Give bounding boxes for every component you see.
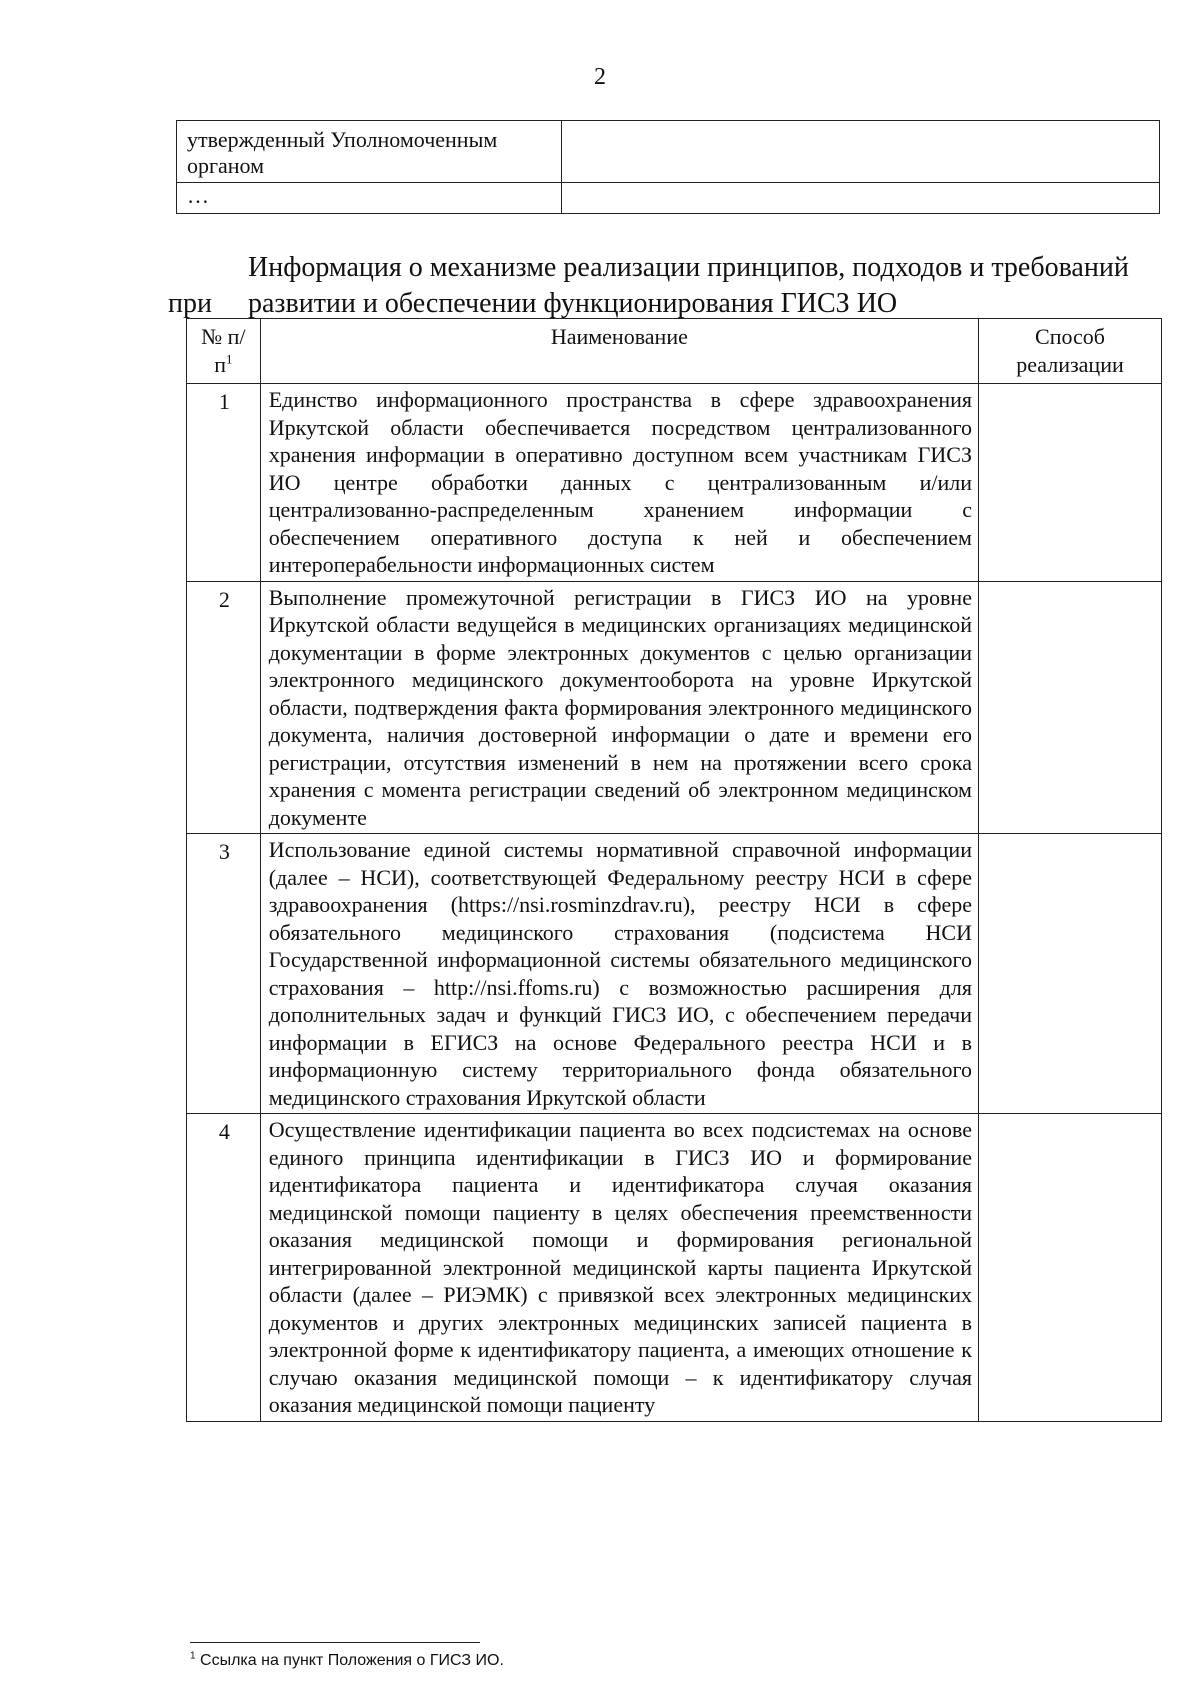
heading-line-2-text: развитии и обеспечении функционирования ГИСЗ ИО (248, 288, 898, 319)
heading-prefix: при (168, 288, 212, 319)
heading-line-1: Информация о механизме реализации принципов, подходов и требований (248, 252, 1129, 283)
top-table-row (177, 121, 1160, 183)
header-num (187, 319, 261, 384)
row-name: Использование единой системы нормативной справочной информации (далее – НСИ), соответствующей Федеральному реестру НСИ в сфере здравоохранения (https://nsi.rosminzdrav.ru), реестру НСИ в сфере обязательного медицинского страхования (подсистема НСИ Государственной информационной системы обязательного медицинского страхования – http://nsi.ffoms.ru) с возможностью расширения для дополнительных задач и функций ГИСЗ ИО, с обеспечением передачи информации в ЕГИСЗ на основе Федерального реестра НСИ и в информационную систему территориального фонда обязательного медицинского страхования Иркутской области (260, 834, 978, 1114)
top-table-cell: … (177, 183, 562, 214)
footnote (190, 1652, 504, 1670)
top-table (176, 120, 1160, 214)
row-way (978, 834, 1161, 1114)
top-table-cell (562, 183, 1160, 214)
footnote-ref: 1 (226, 351, 233, 367)
top-table-cell (562, 121, 1160, 183)
row-way (978, 581, 1161, 834)
footnote-marker: 1 (190, 1650, 196, 1662)
table-header-row (187, 319, 1162, 384)
top-table-row (177, 183, 1160, 214)
row-num: 4 (187, 1114, 261, 1422)
principles-table (186, 318, 1162, 1422)
top-table-cell: утвержденный Уполномоченным органом (177, 121, 562, 183)
heading-line-2 (168, 286, 1164, 322)
footnote-text: Ссылка на пункт Положения о ГИСЗ ИО. (200, 1652, 504, 1669)
header-num-label: № п/п (201, 324, 246, 377)
section-heading (168, 250, 1164, 322)
header-way: Способ реализации (978, 319, 1161, 384)
row-name: Выполнение промежуточной регистрации в ГИСЗ ИО на уровне Иркутской области ведущейся в медицинских организациях медицинской документации в форме электронных документов с целью организации электронного медицинского документооборота на уровне Иркутской области, подтверждения факта формирования электронного медицинского документа, наличия достоверной информации о дате и времени его регистрации, отсутствия изменений в нем на протяжении всего срока хранения с момента регистрации сведений об электронном медицинском документе (260, 581, 978, 834)
row-way (978, 384, 1161, 582)
row-name: Единство информационного пространства в сфере здравоохранения Иркутской области обеспечивается посредством централизованного хранения информации в оперативно доступном всем участникам ГИСЗ ИО центре обработки данных с централизованным и/или централизованно-распределенным хранением информации с обеспечением оперативного доступа к ней и обеспечением интероперабельности информационных систем (260, 384, 978, 582)
row-num: 3 (187, 834, 261, 1114)
page-number: 2 (594, 64, 606, 90)
footnote-divider (190, 1642, 480, 1643)
table-row (187, 1114, 1162, 1422)
header-name: Наименование (260, 319, 978, 384)
table-row (187, 834, 1162, 1114)
row-name: Осуществление идентификации пациента во всех подсистемах на основе единого принципа идентификации в ГИСЗ ИО и формирование идентификатора пациента и идентификатора случая оказания медицинской помощи пациенту в целях обеспечения преемственности оказания медицинской помощи и формирования региональной интегрированной электронной медицинской карты пациента Иркутской области (далее – РИЭМК) с привязкой всех электронных медицинских документов и других электронных медицинских записей пациента в электронной форме к идентификатору пациента, а имеющих отношение к случаю оказания медицинской помощи – к идентификатору случая оказания медицинской помощи пациенту (260, 1114, 978, 1422)
row-way (978, 1114, 1161, 1422)
table-row (187, 581, 1162, 834)
row-num: 2 (187, 581, 261, 834)
row-num: 1 (187, 384, 261, 582)
table-row (187, 384, 1162, 582)
